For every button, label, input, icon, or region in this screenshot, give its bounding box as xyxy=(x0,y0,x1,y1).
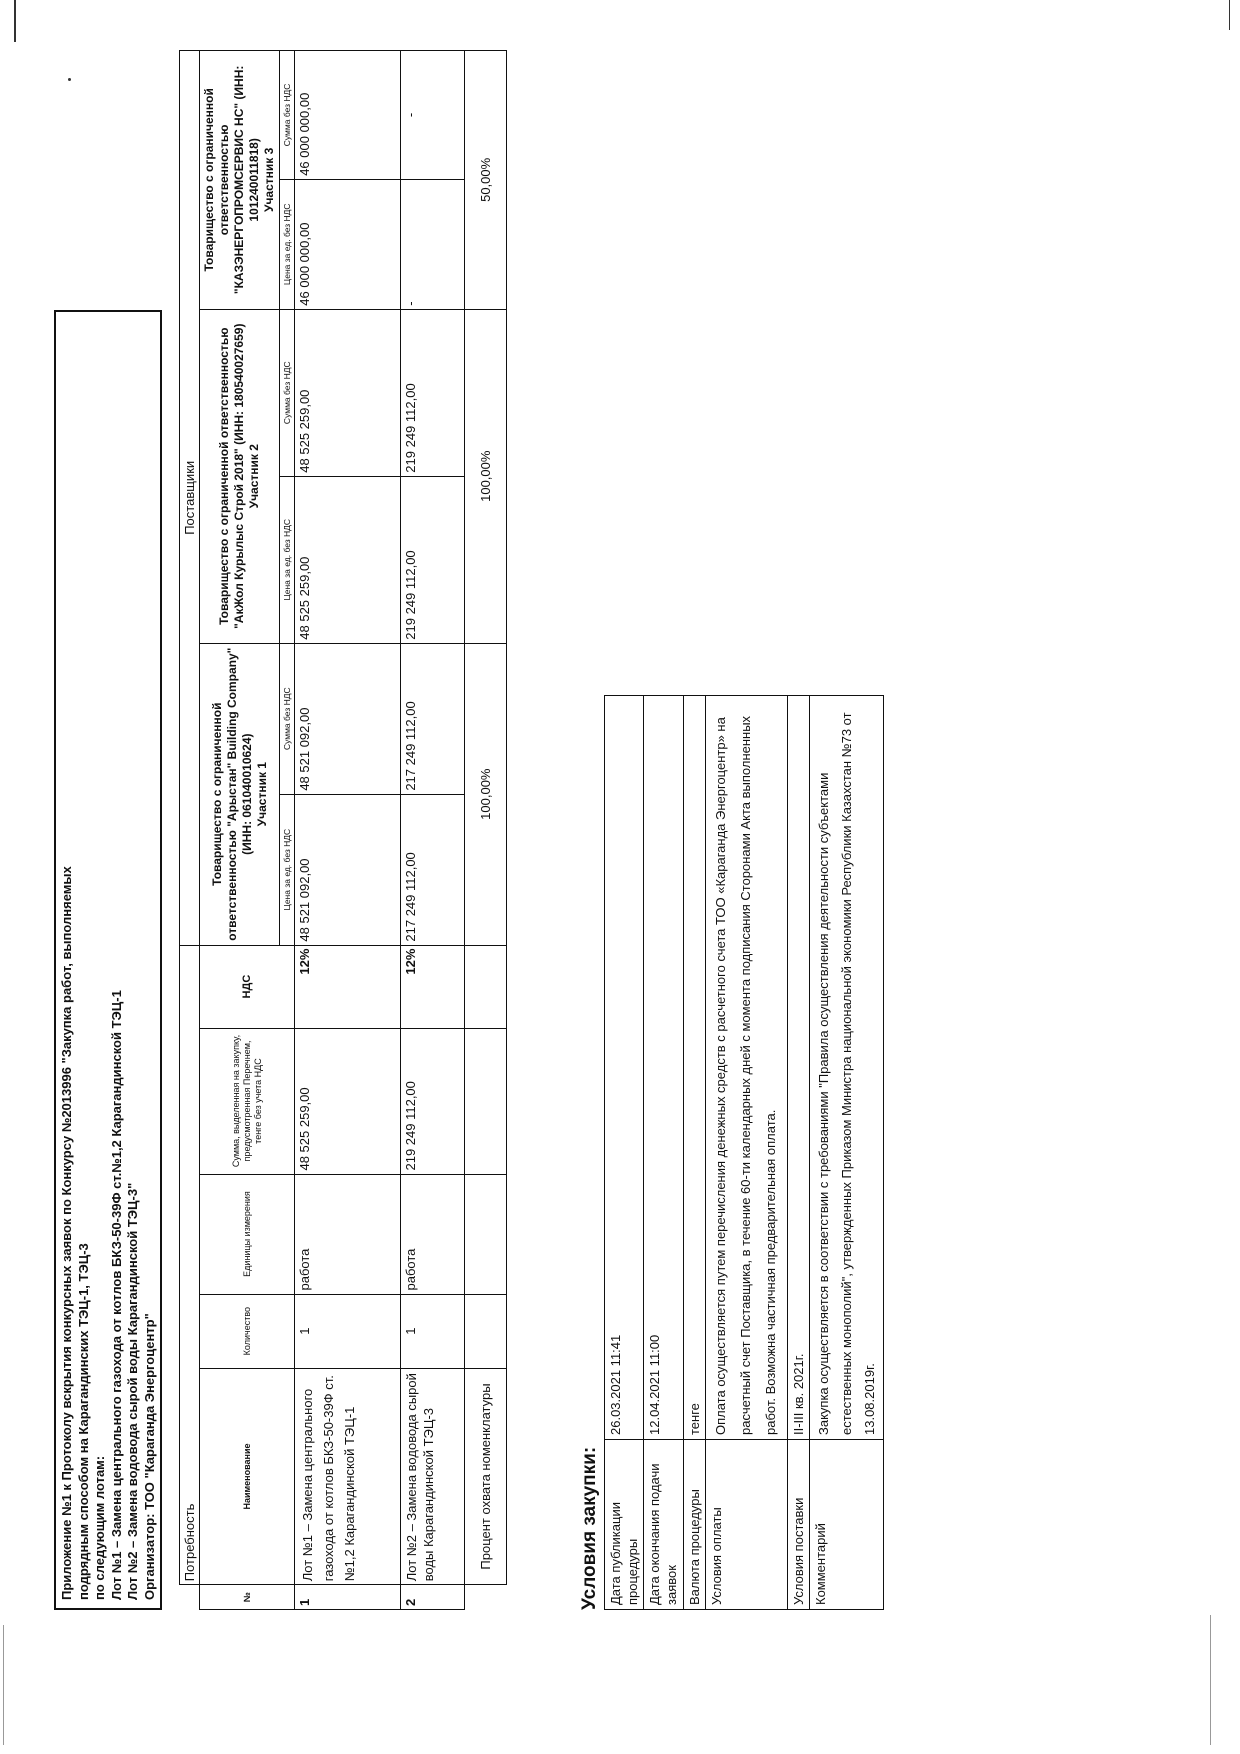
cell-p2-price: 219 249 112,00 xyxy=(401,476,465,643)
terms-row xyxy=(706,696,788,1610)
table-row xyxy=(401,51,465,1610)
scan-edge-line xyxy=(1229,0,1230,30)
terms-label: Условия оплаты xyxy=(706,1440,788,1610)
sub-total-header: Сумма без НДС xyxy=(280,643,295,794)
terms-label: Комментарий xyxy=(810,1440,884,1610)
sub-price-header: Цена за ед. без НДС xyxy=(280,794,295,945)
scan-edge-line xyxy=(14,0,16,42)
terms-value: тенге xyxy=(684,696,706,1440)
cell-p1-price: 48 521 092,00 xyxy=(295,794,401,945)
col-qty-header: Количество xyxy=(200,1294,295,1368)
cell-p2-total: 48 525 259,00 xyxy=(295,309,401,476)
cell-p3-price: 46 000 000,00 xyxy=(295,179,401,309)
cell-name: Лот №2 – Замена водовода сырой воды Карагандинской ТЭЦ-3 xyxy=(401,1368,465,1585)
group-header-row xyxy=(180,51,200,1610)
terms-label: Дата публикации процедуры xyxy=(605,1440,644,1610)
sub-price-header: Цена за ед. без НДС xyxy=(280,179,295,309)
cell-p3-total: 46 000 000,00 xyxy=(295,51,401,180)
terms-row xyxy=(788,696,810,1610)
scan-edge-line xyxy=(1210,1615,1211,1745)
cell-p1-total: 48 521 092,00 xyxy=(295,643,401,794)
coverage-row xyxy=(465,51,507,1610)
col-no-header: № xyxy=(200,1585,295,1610)
participant-1-header: Товарищество с ограниченной ответственностью "Арыстан" Building Company" (ИНН: 061040010624) Участник 1 xyxy=(200,643,280,945)
cell-p2-price: 48 525 259,00 xyxy=(295,476,401,643)
sub-total-header: Сумма без НДС xyxy=(280,51,295,180)
cell-sum: 219 249 112,00 xyxy=(401,1028,465,1174)
table-row xyxy=(295,51,401,1610)
cell-qty: 1 xyxy=(401,1294,465,1368)
cell-p1-total: 217 249 112,00 xyxy=(401,643,465,794)
cell-vat: 12% xyxy=(295,945,401,1028)
terms-label: Валюта процедуры xyxy=(684,1440,706,1610)
terms-label: Дата окончания подачи заявок xyxy=(644,1440,684,1610)
sub-total-header: Сумма без НДС xyxy=(280,309,295,476)
cell-unit: работа xyxy=(401,1174,465,1294)
terms-value: II-III кв. 2021г. xyxy=(788,696,810,1440)
terms-title: Условия закупки: xyxy=(579,1446,600,1610)
cell-no: 1 xyxy=(295,1585,401,1610)
terms-row xyxy=(644,696,684,1610)
cell-unit: работа xyxy=(295,1174,401,1294)
header-line: Организатор: ТОО "Караганда Энергоцентр" xyxy=(141,1313,157,1600)
terms-table xyxy=(604,695,884,1610)
terms-row xyxy=(605,696,644,1610)
cell-sum: 48 525 259,00 xyxy=(295,1028,401,1174)
participant-2-header: Товарищество с ограниченной ответственностью "АкЖол Курылыс Строй 2018" (ИНН: 180540027659) Участник 2 xyxy=(200,309,280,643)
coverage-p1: 100,00% xyxy=(465,643,507,945)
coverage-p2: 100,00% xyxy=(465,309,507,643)
terms-value: 26.03.2021 11:41 xyxy=(605,696,644,1440)
cell-p3-total: - xyxy=(401,51,465,180)
terms-value: 12.04.2021 11:00 xyxy=(644,696,684,1440)
terms-value: Закупка осуществляется в соответствии с требованиями "Правила осуществления деятельности субъектами естественных монополий", утвержденных Приказом Министра национальной экономики Республики Казахстан №73 от 13.08.2019г. xyxy=(810,696,884,1440)
sub-price-header: Цена за ед. без НДС xyxy=(280,476,295,643)
cell-p2-total: 219 249 112,00 xyxy=(401,309,465,476)
cell-qty: 1 xyxy=(295,1294,401,1368)
header-line: Лот №1 – Замена центрального газохода от котлов БКЗ-50-39Ф ст.№1,2 Карагандинской ТЭЦ-1 xyxy=(108,990,124,1600)
protocol-header xyxy=(54,310,162,1610)
cell-no: 2 xyxy=(401,1585,465,1610)
need-group-header: Потребность xyxy=(180,945,200,1585)
participant-header-row xyxy=(200,51,280,1610)
col-unit-header: Единицы измерения xyxy=(200,1174,295,1294)
coverage-p3: 50,00% xyxy=(465,51,507,310)
participant-3-header: Товарищество с ограниченной ответственностью "КАЗЭНЕРГОПРОМСЕРВИС НС" (ИНН: 101240011818) Участник 3 xyxy=(200,51,280,310)
suppliers-group-header: Поставщики xyxy=(180,51,200,946)
cell-name: Лот №1 – Замена центрального газохода от котлов БКЗ-50-39Ф ст.№1,2 Карагандинской ТЭЦ-1 xyxy=(295,1368,401,1585)
bids-table xyxy=(179,50,507,1610)
terms-label: Условия поставки xyxy=(788,1440,810,1610)
terms-row xyxy=(684,696,706,1610)
header-line: Лот №2 – Замена водовода сырой воды Карагандинской ТЭЦ-3" xyxy=(125,1182,140,1600)
terms-value: Оплата осуществляется путем перечисления денежных средств с расчетного счета ТОО «Караганда Энергоцентр» на расчетный счет Поставщика, в течение 60-ти календарных дней с момента подписания Сторонами Акта выполненных работ. Возможна частичная предварительная оплата. xyxy=(706,696,788,1440)
cell-p3-price: - xyxy=(401,179,465,309)
coverage-label: Процент охвата номенклатуры xyxy=(465,1368,507,1585)
terms-row xyxy=(810,696,884,1610)
cell-vat: 12% xyxy=(401,945,465,1028)
col-sum-header: Сумма, выделенная на закупку, предусмотренная Перечнем, тенге без учета НДС xyxy=(200,1028,295,1174)
header-line: по следующим лотам: xyxy=(92,1455,107,1600)
cell-p1-price: 217 249 112,00 xyxy=(401,794,465,945)
col-name-header: Наименование xyxy=(200,1368,295,1585)
header-line: подрядным способом на Карагандинских ТЭЦ-1, ТЭЦ-3 xyxy=(75,1243,91,1600)
rotated-document-page xyxy=(54,50,914,1610)
scan-edge-line xyxy=(3,1625,4,1745)
header-line: Приложение №1 к Протоколу вскрытия конкурсных заявок по Конкурсу №2013996 "Закупка работ, выполняемых xyxy=(59,866,74,1600)
col-vat-header: НДС xyxy=(200,945,295,1028)
